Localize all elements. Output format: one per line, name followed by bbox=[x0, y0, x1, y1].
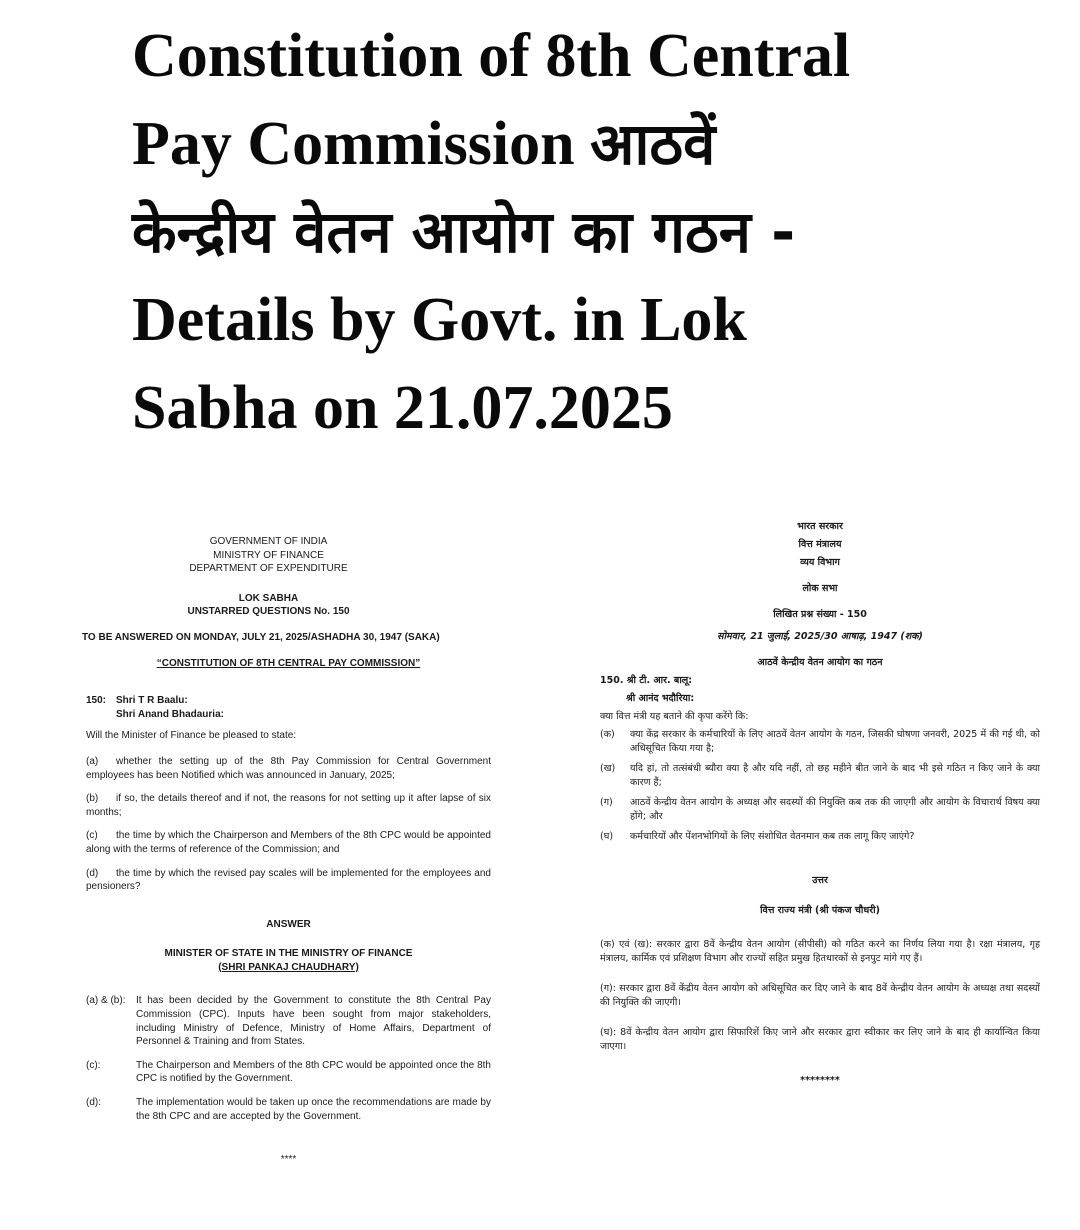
hindi-intro: क्या वित्त मंत्री यह बताने की कृपा करेंगे कि: bbox=[600, 711, 749, 722]
english-question-d-text: the time by which the revised pay scales will be implemented for the employees and pensioners? bbox=[86, 867, 491, 893]
hindi-subject: आठवें केन्द्रीय वेतन आयोग का गठन bbox=[757, 657, 883, 668]
english-answer-d-label: (d): bbox=[86, 1097, 101, 1109]
english-member-number: 150: bbox=[86, 695, 107, 707]
english-answer-c-text: The Chairperson and Members of the 8th CPC would be appointed once the 8th CPC is notified by the Government. bbox=[136, 1059, 491, 1085]
english-answer-d bbox=[86, 1096, 491, 1123]
hindi-department: व्यय विभाग bbox=[800, 557, 840, 568]
english-answer-heading: ANSWER bbox=[266, 918, 311, 930]
english-answer-ab-label: (a) & (b): bbox=[86, 995, 126, 1007]
english-department: DEPARTMENT OF EXPENDITURE bbox=[189, 563, 348, 575]
headline-line-2-hindi: आठवें bbox=[590, 110, 716, 178]
hindi-answer-ka-kha: (क) एवं (ख): सरकार द्वारा 8वें केन्द्रीय वेतन आयोग (सीपीसी) को गठित करने का निर्णय लिया गया है। रक्षा मंत्रालय, गृह मंत्रालय, कार्मिक एवं प्रशिक्षण विभाग और राज्यों सहित प्रमुख हितधारकों से इनपुट मांगे गए हैं। bbox=[600, 939, 1040, 964]
english-question-c-label: (c) bbox=[86, 830, 98, 842]
english-minister-title: MINISTER OF STATE IN THE MINISTRY OF FINANCE bbox=[164, 948, 413, 960]
english-question-b bbox=[86, 792, 491, 819]
english-end-mark: **** bbox=[280, 1154, 297, 1166]
english-question-b-label: (b) bbox=[86, 793, 99, 805]
english-minister-name: (SHRI PANKAJ CHAUDHARY) bbox=[218, 961, 359, 973]
english-answer-c bbox=[86, 1059, 491, 1086]
hindi-question-ga-label: (ग) bbox=[600, 797, 613, 808]
english-answer-c-label: (c): bbox=[86, 1059, 101, 1071]
english-subject: “CONSTITUTION OF 8TH CENTRAL PAY COMMISSION” bbox=[156, 657, 421, 669]
english-intro: Will the Minister of Finance be pleased to state: bbox=[86, 730, 297, 742]
english-question-d-label: (d) bbox=[86, 867, 99, 879]
english-member-1: Shri T R Baalu: bbox=[116, 695, 188, 707]
english-ministry: MINISTRY OF FINANCE bbox=[213, 549, 324, 561]
hindi-answer-ga: (ग): सरकार द्वारा 8वें केंद्रीय वेतन आयोग को अधिसूचित कर दिए जाने के बाद 8वें केन्द्रीय वेतन आयोग के अध्यक्ष तथा सदस्यों की नियुक्ति की जाएगी। bbox=[600, 983, 1040, 1008]
english-gov: GOVERNMENT OF INDIA bbox=[209, 536, 328, 547]
headline-line-2-english: Pay Commission bbox=[132, 110, 591, 178]
headline-line-4: Details by Govt. in Lok bbox=[132, 286, 747, 354]
english-answer-d-text: The implementation would be taken up once the recommendations are made by the 8th CPC and are accepted by the Government. bbox=[136, 1097, 491, 1122]
hindi-question-ga bbox=[600, 796, 1040, 824]
english-members bbox=[86, 694, 491, 721]
hindi-house: लोक सभा bbox=[802, 583, 838, 594]
english-answer-date: TO BE ANSWERED ON MONDAY, JULY 21, 2025/ASHADHA 30, 1947 (SAKA) bbox=[82, 631, 440, 643]
page-headline bbox=[132, 12, 1032, 452]
english-question-c-text: the time by which the Chairperson and Members of the 8th CPC would be appointed along with the terms of reference of the Commission; and bbox=[86, 830, 491, 855]
english-letterhead bbox=[46, 535, 491, 619]
hindi-question-gha-text: कर्मचारियों और पेंशनभोगियों के लिए संशोधित वेतनमान कब तक लागू किए जाएंगे? bbox=[630, 831, 915, 842]
hindi-answer-date: सोमवार, 21 जुलाई, 2025/30 आषाढ़, 1947 (शक) bbox=[717, 631, 923, 642]
hindi-document bbox=[600, 520, 1040, 1088]
english-question-d bbox=[86, 867, 491, 894]
hindi-end-mark: ******** bbox=[800, 1075, 840, 1086]
english-question-c bbox=[86, 829, 491, 856]
english-question-a-text: whether the setting up of the 8th Pay Commission for Central Government employees has been Notified which was announced in January, 2025; bbox=[86, 755, 491, 781]
hindi-member-2: श्री आनंद भदौरिया: bbox=[626, 693, 695, 704]
hindi-question-ka bbox=[600, 728, 1040, 756]
hindi-answer-gha: (घ): 8वें केन्द्रीय वेतन आयोग द्वारा सिफारिशें किए जाने और सरकार द्वारा स्वीकार कर लिए जाने के बाद ही कार्यान्वित किया जाएगा। bbox=[600, 1027, 1040, 1052]
hindi-minister: वित्त राज्य मंत्री (श्री पंकज चौधरी) bbox=[760, 905, 880, 916]
english-question-a-label: (a) bbox=[86, 755, 99, 767]
headline-line-5: Sabha on 21.07.2025 bbox=[132, 374, 673, 442]
hindi-question-gha-label: (घ) bbox=[600, 831, 614, 842]
english-question-a bbox=[86, 755, 491, 782]
english-document bbox=[82, 535, 491, 1167]
hindi-question-ka-text: क्या केंद्र सरकार के कर्मचारियों के लिए आठवें वेतन आयोग के गठन, जिसकी घोषणा जनवरी, 2025 में की गई थी, को अधिसूचित किया गया है; bbox=[630, 729, 1040, 754]
hindi-question-kha-text: यदि हां, तो तत्संबंधी ब्यौरा क्या है और यदि नहीं, तो छह महीने बीत जाने के बाद भी इसे गठित न किए जाने के क्या कारण हैं; bbox=[630, 763, 1040, 788]
hindi-question-kha bbox=[600, 762, 1040, 790]
english-house: LOK SABHA bbox=[238, 592, 299, 604]
hindi-member-1: 150. श्री टी. आर. बालू: bbox=[600, 675, 693, 686]
hindi-gov: भारत सरकार bbox=[797, 521, 843, 532]
hindi-question-kha-label: (ख) bbox=[600, 763, 616, 774]
hindi-question-ka-label: (क) bbox=[600, 729, 615, 740]
english-question-number: UNSTARRED QUESTIONS No. 150 bbox=[187, 606, 350, 618]
hindi-answer-heading: उत्तर bbox=[812, 875, 828, 886]
headline-line-1: Constitution of 8th Central bbox=[132, 22, 851, 90]
hindi-question-ga-text: आठवें केन्द्रीय वेतन आयोग के अध्यक्ष और सदस्यों की नियुक्ति कब तक की जाएगी और आयोग के विचारार्थ विषय क्या होंगे; और bbox=[630, 797, 1040, 822]
english-question-b-text: if so, the details thereof and if not, the reasons for not setting up it after lapse of six months; bbox=[86, 793, 491, 818]
english-answer-ab bbox=[86, 994, 491, 1048]
hindi-question-gha bbox=[600, 830, 1040, 844]
hindi-letterhead bbox=[600, 520, 1040, 670]
english-member-2: Shri Anand Bhadauria: bbox=[116, 708, 224, 720]
hindi-ministry: वित्त मंत्रालय bbox=[798, 539, 842, 550]
english-answer-ab-text: It has been decided by the Government to constitute the 8th Central Pay Commission (CPC). Inputs have been sought from major stakeholders, including Ministry of Defence, Ministry of Home Affairs, Department of Personnel & Training and from States. bbox=[136, 995, 491, 1048]
headline-line-3-hindi: केन्द्रीय वेतन आयोग का गठन - bbox=[132, 198, 796, 266]
hindi-question-number: लिखित प्रश्न संख्या - 150 bbox=[773, 609, 867, 620]
headline-line-2 bbox=[132, 100, 1032, 188]
